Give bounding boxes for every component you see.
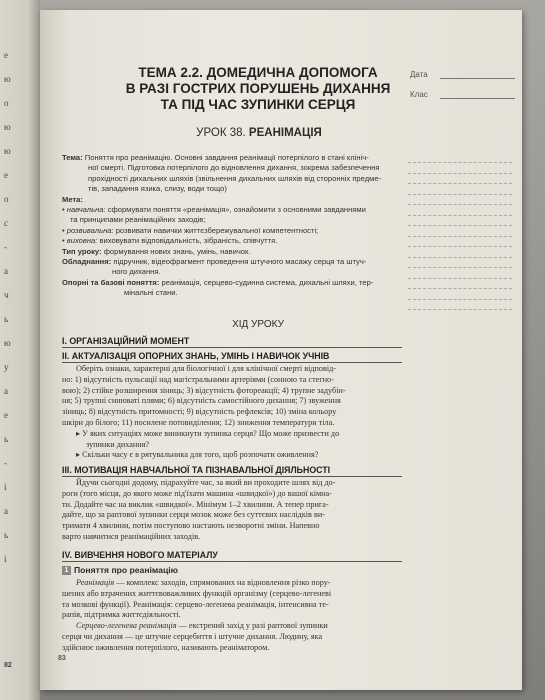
section-3-body [62, 478, 407, 543]
goal-text: розвивати навички життєзбережувальної компетентності; [113, 225, 319, 235]
note-line [408, 215, 512, 216]
tema-line: тів, западання язика, слизу, води тощо) [88, 184, 227, 194]
section-2-rule [62, 362, 402, 363]
note-line [408, 194, 512, 195]
left-page-fragment: у [4, 362, 9, 372]
left-page-fragment: ю [4, 338, 11, 348]
goal-text: сформувати поняття «реанімація», ознайомити з основними завданнями [105, 205, 366, 215]
equipment-line: ного дихання. [112, 267, 161, 277]
section-3-rule [62, 476, 402, 477]
goal-text: виховувати відповідальність, зібраність, співчуття. [97, 236, 278, 246]
question-item: У яких ситуаціях може виникнути зупинка серця? Що може призвести до [82, 428, 340, 438]
body-line: ня; 5) трупні синюваті плями; 6) відсутність самостійного дихання; 7) звуження [62, 396, 341, 406]
section-4-body [62, 578, 407, 654]
tema-line: прохідності дихальних шляхів (звільнення дихальних шляхів від сторонніх предме- [88, 173, 382, 183]
body-line: зіниць; 8) відсутність притомності; 9) відсутність рефлексів; 10) зміна кольору [62, 407, 337, 417]
date-label: Дата [410, 70, 428, 79]
note-line [408, 309, 512, 310]
question-item: зупинки дихання? [86, 439, 150, 449]
subsection-title: Поняття про реанімацію [74, 565, 178, 575]
body-line: вою); 2) стійке розширення зіниць; 3) відсутність фотореакції; 4) трупне задубін- [62, 385, 346, 395]
left-page-fragment: o [4, 194, 9, 204]
type-text: формування нових знань, умінь, навичок. [101, 246, 251, 256]
left-page-fragment: ь [4, 434, 9, 444]
left-page-fragment: e [4, 170, 8, 180]
body-line: варто навчитися реанімаційних заходів. [62, 531, 201, 541]
topic-line: В РАЗІ ГОСТРИХ ПОРУШЕНЬ ДИХАННЯ [125, 81, 391, 96]
question-item: Скільки часу є в рятувальника для того, щоб розпочати оживлення? [82, 450, 319, 460]
left-page-fragment: ю [4, 74, 11, 84]
note-line [408, 162, 512, 163]
left-page-fragment: ь [4, 314, 9, 324]
left-page-fragment: c [4, 218, 8, 228]
body-line: шкіри до білого; 11) посилене потовиділення; 12) зниження температури тіла. [62, 417, 335, 427]
left-page-fragment: - [4, 458, 7, 468]
body-line: — екстрений захід у разі раптової зупинки [176, 621, 328, 631]
left-page-fragment: ю [4, 146, 11, 156]
left-page-fragment: i [4, 482, 7, 492]
page-number: 83 [58, 655, 66, 662]
note-line [408, 278, 512, 279]
goal-kind: навчальна: [66, 205, 106, 215]
note-line [408, 299, 512, 300]
note-line [408, 173, 512, 174]
note-line [408, 246, 512, 247]
section-1-heading: І. ОРГАНІЗАЦІЙНИЙ МОМЕНТ [62, 336, 190, 346]
left-page-fragment: a [4, 386, 8, 396]
topic-title [98, 65, 418, 113]
tema-line: Поняття про реанімацію. Основні завдання реанімації потерпілого в стані клініч- [82, 153, 369, 162]
term: Серцево-легенева реанімація [76, 621, 177, 631]
tema-label: Тема: [62, 153, 83, 162]
topic-line: ТЕМА 2.2. ДОМЕДИЧНА ДОПОМОГА [138, 65, 378, 80]
left-page-fragment: i [4, 554, 7, 564]
goal-text: та принципами реанімаційних заходів; [70, 215, 206, 225]
body-line: но: 1) відсутність пульсації над магістральними артеріями (сонною та стегно- [62, 374, 334, 384]
course-title: ХІД УРОКУ [232, 319, 284, 330]
body-line: серця чи дихання — це штучне серцебиття і штучне дихання. Людину, яка [62, 631, 323, 641]
subsection-number: 1 [62, 566, 71, 575]
lesson-title [146, 127, 372, 139]
section-1-rule [62, 347, 402, 348]
note-line [408, 257, 512, 258]
type-label: Тип уроку: [62, 246, 102, 256]
left-page-fragment: о [4, 98, 9, 108]
note-line [408, 236, 512, 237]
left-page-number: 82 [4, 662, 12, 669]
concepts-line: мінальні стани. [124, 288, 178, 298]
class-label: Клас [410, 90, 428, 99]
left-page-fragment: a [4, 506, 8, 516]
left-page-fragment: ч [4, 290, 9, 300]
concepts-line: реанімація, серцево-судинна система, дихальні шляхи, тер- [159, 277, 374, 287]
meta-label: Мета: [62, 194, 83, 204]
goal-kind: виховна: [66, 236, 98, 246]
topic-line: ТА ПІД ЧАС ЗУПИНКИ СЕРЦЯ [160, 97, 356, 112]
left-page-fragment: a [4, 266, 8, 276]
note-line [408, 267, 512, 268]
body-line: роги (того місця, до якого може під'їхати машина «швидкої») до вашої кімна- [62, 488, 332, 498]
class-field [440, 98, 515, 99]
tema-line: ної смерті. Підготовка потерпілого до відновлення дихання, зокрема забезпечення [88, 163, 380, 173]
term: Реанімація [76, 578, 115, 587]
date-field [440, 78, 515, 79]
section-4-rule [62, 561, 402, 562]
body-line: Оберіть ознаки, характерні для біологічної і для клінічної смерті відповід- [76, 364, 337, 373]
left-page-fragment: e [4, 410, 8, 420]
lesson-info: Тема: Поняття про реанімацію. Основні завдання реанімації потерпілого в стані клініч- ної смерті. Підготовка потерпілого до відновлення дихання, зокрема забезпечення прохідності дихальних шляхів (звільнення дихальних шляхів від сторонніх предме- тів, западання язика, слизу, води тощо) Мета: • навчальна: сформувати поняття «реанімація», ознайомити з основними завданнями та принципами реанімаційних заходів; • розвивальна: розвивати навички життєзбережувальної компетентності; • виховна: виховувати відповідальність, зібраність, співчуття. Тип уроку: формування нових знань, умінь, навичок. Обладнання: підручник, відеофрагмент проведення штучного масажу серця та штуч- ного дихання. Опорні та базові поняття: реанімація, серцево-судинна система, дихальні шляхи, тер- мінальні стани. [62, 153, 408, 299]
left-page-fragment: - [4, 242, 7, 252]
section-4-heading: IV. ВИВЧЕННЯ НОВОГО МАТЕРІАЛУ [62, 550, 218, 560]
body-line: рапія, підтримка життєдіяльності. [62, 610, 181, 620]
goal-kind: розвивальна: [66, 225, 114, 235]
lesson-number: УРОК 38. [196, 127, 249, 139]
equipment-line: підручник, відеофрагмент проведення штучного масажу серця та штуч- [111, 257, 367, 267]
left-page-fragment: ю [4, 122, 11, 132]
left-page-fragment: ь [4, 530, 9, 540]
body-line: Йдучи сьогодні додому, підрахуйте час, за який ви проходите шлях від до- [76, 478, 336, 487]
note-line [408, 183, 512, 184]
right-page [40, 10, 522, 690]
note-line [408, 288, 512, 289]
section-3-heading: ІІІ. МОТИВАЦІЯ НАВЧАЛЬНОЇ ТА ПІЗНАВАЛЬНОЇ ДІЯЛЬНОСТІ [62, 465, 331, 475]
note-line [408, 204, 512, 205]
subsection-heading [62, 565, 178, 575]
body-line: здійснює оживлення потерпілого, називають реаніматором. [62, 642, 270, 652]
body-line: дайте, що за раптової зупинки серця мозок може без суттєвих наслідків ви- [62, 510, 325, 520]
lesson-name: РЕАНІМАЦІЯ [248, 127, 322, 139]
body-line: ти. Додайте час на виклик «швидкої». Мінімум 1–2 хвилини. А тепер прига- [62, 499, 329, 509]
body-line: шених або втрачених життєвоважливих функцій організму (серцево-легеневі [62, 588, 332, 598]
left-page-edge [0, 0, 40, 700]
body-line: тримати 4 хвилини, потім поступово настають незворотні зміни. Напевно [62, 521, 320, 531]
body-line: — комплекс заходів, спрямованих на відновлення різко пору- [114, 578, 331, 587]
section-2-body: Оберіть ознаки, характерні для біологічної і для клінічної смерті відповід- но: 1) відсутність пульсації над магістральними артеріями (сонною та стегно- вою); 2) стійке розширення зіниць; 3) відсутність фотореакції; 4) трупне задубін- ня; 5) трупні синюваті плями; 6) відсутність самостійного дихання; 7) звуження зіниць; 8) відсутність притомності; 9) відсутність рефлексів; 10) зміна кольору шкіри до білого; 11) посилене потовиділення; 12) зниження температури тіла. ▸ У яких ситуаціях може виникнути зупинка серця? Що може призвести до зупинки дихання? ▸ Скільки часу є в рятувальника для того, щоб розпочати оживлення? [62, 364, 407, 461]
note-line [408, 225, 512, 226]
section-2-heading: ІІ. АКТУАЛІЗАЦІЯ ОПОРНИХ ЗНАНЬ, УМІНЬ І НАВИЧОК УЧНІВ [62, 351, 330, 361]
equipment-label: Обладнання: [62, 257, 112, 267]
concepts-label: Опорні та базові поняття: [62, 277, 160, 287]
body-line: та мозкові функції). Реанімація: серцево-легенева реанімація, інтенсивна те- [62, 599, 329, 609]
left-page-fragment: e [4, 50, 8, 60]
